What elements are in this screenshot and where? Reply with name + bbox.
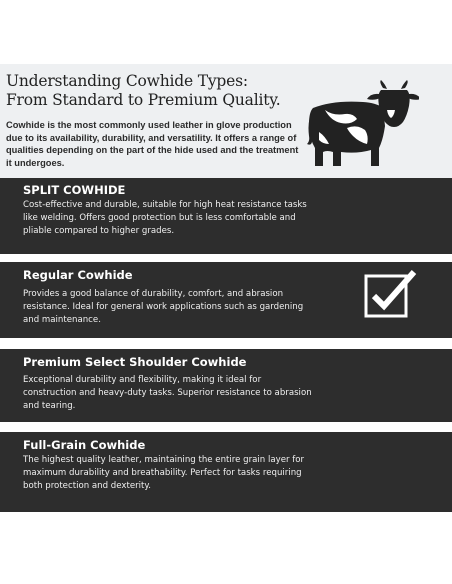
card-title: SPLIT COWHIDE <box>23 183 126 197</box>
title-line-2: From Standard to Premium Quality. <box>6 91 281 109</box>
card-title: Premium Select Shoulder Cowhide <box>23 355 247 369</box>
card-body: Provides a good balance of durability, comfort, and abrasion resistance. Ideal for general work applications such as gardening and maintenance. <box>23 289 304 325</box>
cow-icon <box>307 80 419 170</box>
intro-text: Cowhide is the most commonly used leather in glove production due to its availability, durability, and versatility. It offers a range of qualities depending on the part of the hide used and the treatment it undergoes. <box>6 120 299 168</box>
card-full-grain-cowhide <box>0 432 452 512</box>
title-line-1: Understanding Cowhide Types: <box>6 72 248 90</box>
card-title: Full-Grain Cowhide <box>23 438 146 452</box>
card-body: Cost-effective and durable, suitable for high heat resistance tasks like welding. Offers good protection but is less comfortable and pliable compared to higher grades. <box>23 200 307 236</box>
card-body: Exceptional durability and flexibility, making it ideal for construction and heavy-duty tasks. Superior resistance to abrasion and tearing. <box>23 375 312 411</box>
checkbox-check-icon <box>364 268 424 318</box>
page-title <box>6 72 306 110</box>
card-body: The highest quality leather, maintaining the entire grain layer for maximum durability and breathability. Perfect for tasks requiring both protection and dexterity. <box>23 455 305 491</box>
card-split-cowhide <box>0 178 452 254</box>
card-title: Regular Cowhide <box>23 268 133 282</box>
card-premium-select-shoulder-cowhide <box>0 349 452 422</box>
